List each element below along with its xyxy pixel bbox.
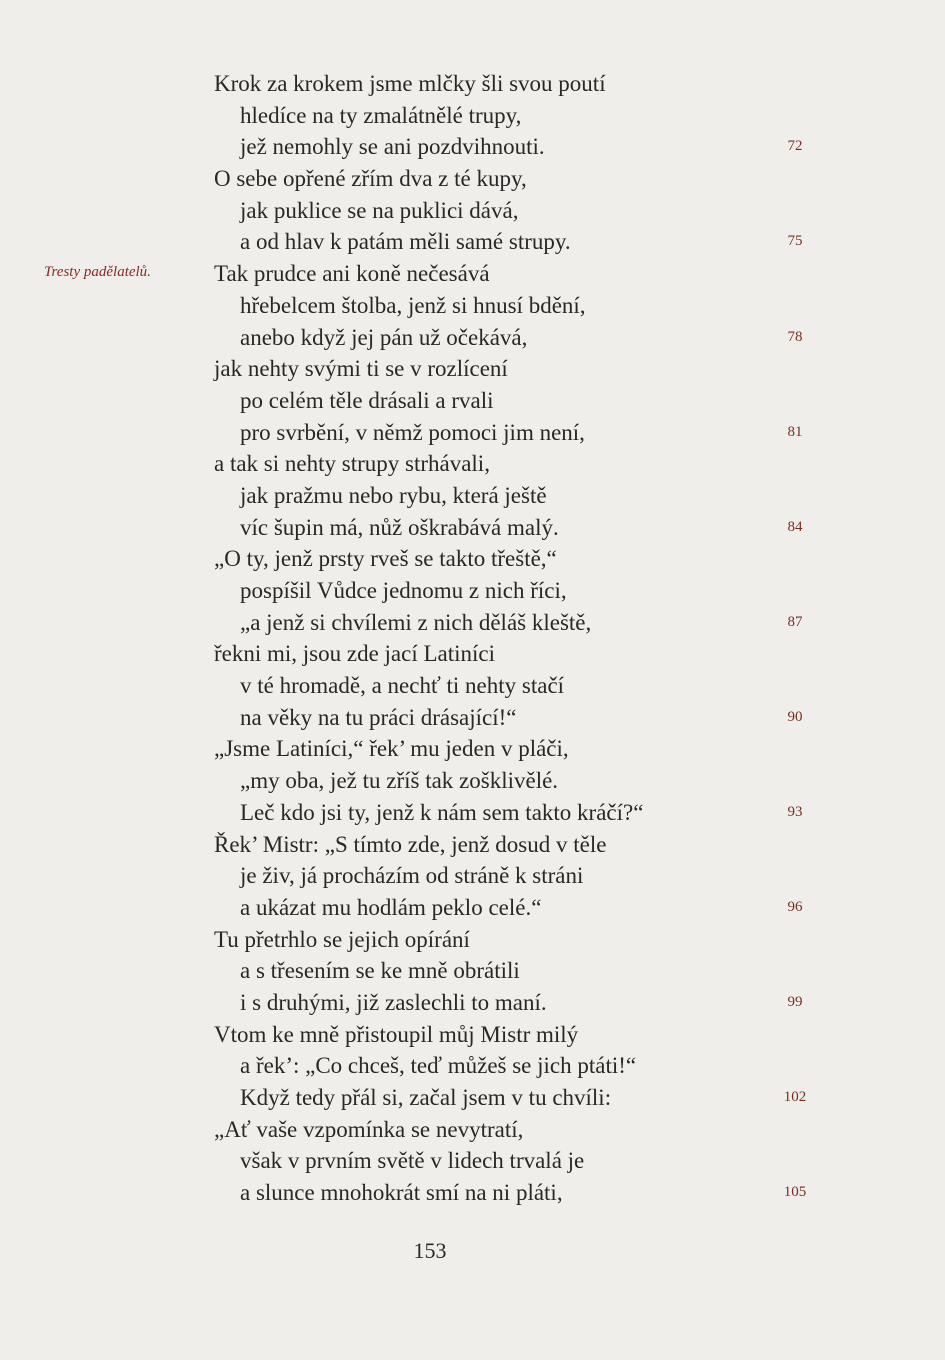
line-number-spacer: [770, 385, 820, 417]
verse-line: na věky na tu práci drásající!“: [240, 704, 517, 730]
line-number-spacer: [770, 860, 820, 892]
verse-line: Krok za krokem jsme mlčky šli svou poutí: [214, 71, 606, 96]
verse-line: Tak prudce ani koně nečesává: [214, 261, 490, 287]
verse-line: a s třesením se ke mně obrátili: [240, 958, 520, 984]
margin-note: Tresty padělatelů.: [44, 264, 151, 280]
line-number-spacer: [770, 195, 820, 227]
line-number: 81: [787, 423, 803, 440]
line-number-spacer: [770, 1145, 820, 1177]
line-number: 105: [783, 1184, 807, 1201]
verse-line: „Ať vaše vzpomínka se nevytratí,: [214, 1116, 524, 1142]
line-number-spacer: [770, 924, 820, 956]
line-number-spacer: [770, 955, 820, 987]
verse-line: pospíšil Vůdce jednomu z nich říci,: [240, 578, 567, 603]
line-number-spacer: [770, 829, 820, 861]
verse-line: „a jenž si chvílemi z nich děláš kleště,: [240, 609, 592, 635]
verse-line: je živ, já procházím od stráně k stráni: [240, 863, 584, 889]
verse-line: hřebelcem štolba, jenž si hnusí bdění,: [240, 292, 586, 318]
line-number-spacer: [770, 575, 820, 607]
verse-line: jak puklice se na puklici dává,: [240, 197, 519, 223]
line-number-spacer: [770, 543, 820, 575]
line-number-spacer: [770, 765, 820, 797]
verse-line: a slunce mnohokrát smí na ni pláti,: [240, 1180, 563, 1206]
verse-line: Tu přetrhlo se jejich opírání: [214, 926, 470, 952]
verse-line: „Jsme Latiníci,“ řek’ mu jeden v pláči,: [214, 736, 569, 762]
line-number-spacer: [770, 68, 820, 100]
verse-line: anebo když jej pán už očekává,: [240, 324, 528, 350]
line-number: 96: [787, 898, 803, 915]
verse-line: Řek’ Mistr: „S tímto zde, jenž dosud v těle: [214, 831, 607, 857]
line-number-spacer: [770, 448, 820, 480]
verse-line: „O ty, jenž prsty rveš se takto třeště,“: [214, 546, 557, 572]
verse-line: jež nemohly se ani pozdvihnouti.: [240, 134, 545, 160]
verse-line: řekni mi, jsou zde jací Latiníci: [214, 641, 496, 667]
verse-line: pro svrbění, v němž pomoci jim není,: [240, 419, 585, 445]
line-number: 72: [787, 138, 803, 155]
line-number-spacer: [770, 258, 820, 290]
verse-line: po celém těle drásali a rvali: [240, 387, 494, 413]
verse-line: však v prvním světě v lidech trvalá je: [240, 1148, 585, 1174]
line-number: 75: [787, 233, 803, 250]
line-number-spacer: [770, 100, 820, 132]
line-number-spacer: [770, 353, 820, 385]
verse-line: Když tedy přál si, začal jsem v tu chvíli:: [240, 1085, 612, 1110]
line-number: 90: [787, 708, 803, 725]
verse-line: O sebe opřené zřím dva z té kupy,: [214, 166, 527, 192]
verse-line: hledíce na ty zmalátnělé trupy,: [240, 102, 522, 128]
verse-line: i s druhými, již zaslechli to maní.: [240, 989, 547, 1015]
verse-line: a tak si nehty strupy strhávali,: [214, 451, 490, 477]
line-number-spacer: [770, 163, 820, 195]
line-number-spacer: [770, 480, 820, 512]
page-number: 153: [413, 1238, 447, 1263]
verse-line: „my oba, jež tu zříš tak zošklivělé.: [240, 768, 559, 794]
line-number: 93: [787, 803, 803, 820]
line-number-spacer: [770, 1050, 820, 1082]
verse-line: víc šupin má, nůž oškrabává malý.: [240, 514, 559, 540]
verse-line: a řek’: „Co chceš, teď můžeš se jich ptáti!“: [240, 1053, 637, 1079]
verse-line: jak nehty svými ti se v rozlícení: [214, 356, 508, 382]
line-number: 102: [783, 1089, 807, 1105]
verse-line: a ukázat mu hodlám peklo celé.“: [240, 894, 542, 920]
line-number: 84: [787, 518, 803, 535]
verse-line: Leč kdo jsi ty, jenž k nám sem takto kráčí?“: [240, 799, 644, 825]
line-number-spacer: [770, 1114, 820, 1146]
line-number-spacer: [770, 290, 820, 322]
verse-line: v té hromadě, a nechť ti nehty stačí: [240, 673, 565, 699]
line-number: 78: [787, 328, 803, 345]
line-number-spacer: [770, 670, 820, 702]
line-number: 99: [787, 993, 803, 1010]
verse-line: jak pražmu nebo rybu, která ještě: [240, 482, 547, 508]
verse-line: Vtom ke mně přistoupil můj Mistr milý: [214, 1021, 579, 1047]
line-number-spacer: [770, 638, 820, 670]
line-number-spacer: [770, 733, 820, 765]
verse-line: a od hlav k patám měli samé strupy.: [240, 229, 571, 255]
line-number-column: [770, 68, 820, 1209]
line-number-spacer: [770, 1019, 820, 1051]
verse-block: [214, 68, 774, 1209]
line-number: 87: [787, 613, 803, 630]
